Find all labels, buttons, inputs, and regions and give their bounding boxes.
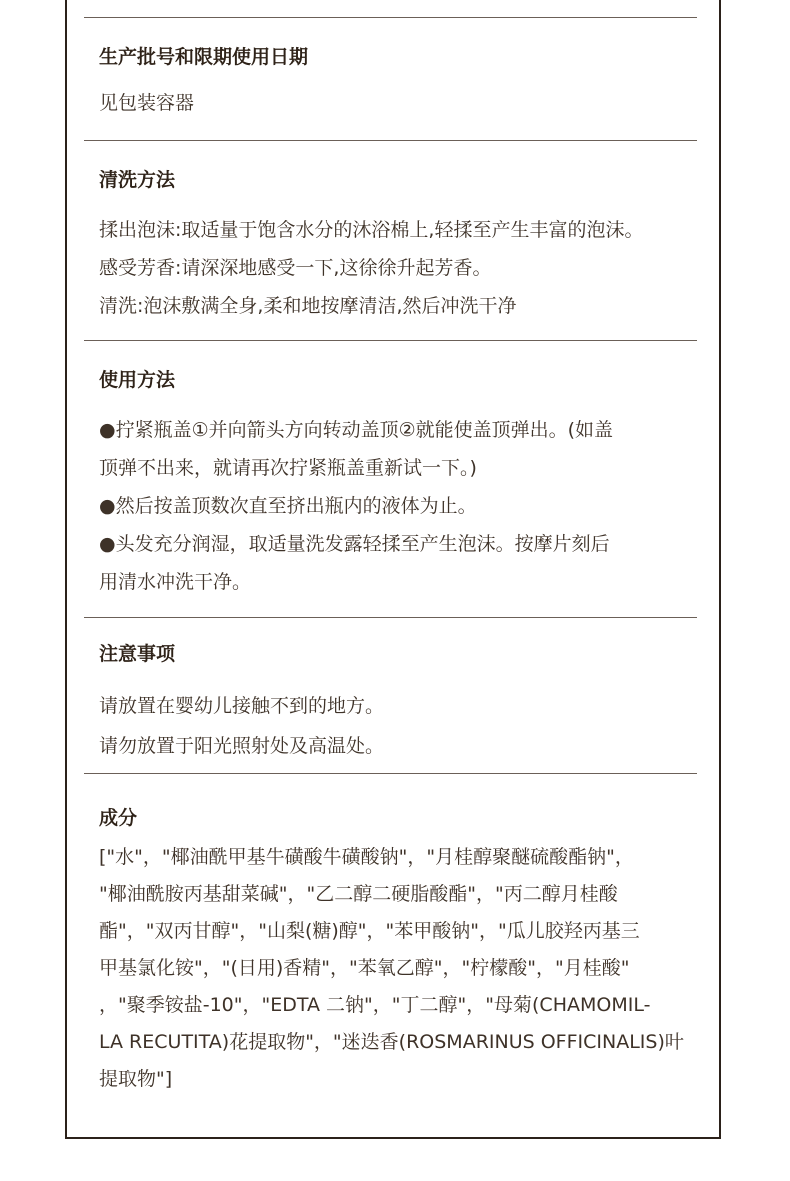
ingredients-line: ["水"，"椰油酰甲基牛磺酸牛磺酸钠"，"月桂醇聚醚硫酸酯钠"， [99,846,634,868]
usage-heading: 使用方法 [99,369,176,391]
cleaning-heading: 清洗方法 [99,169,176,191]
ingredients-line: LA RECUTITA)花提取物"，"迷迭香(ROSMARINUS OFFICINALIS)叶 [99,1031,684,1053]
section-cleaning [99,168,719,325]
divider [84,340,697,341]
cautions-line: 请放置在婴幼儿接触不到的地方。 [99,695,385,717]
divider [84,773,697,774]
section-batch [99,45,719,117]
cleaning-line: 揉出泡沫:取适量于饱含水分的沐浴棉上,轻揉至产生丰富的泡沫。 [99,219,644,241]
cleaning-line: 清洗:泡沫敷满全身,柔和地按摩清洁,然后冲洗干净 [99,295,517,317]
cautions-line: 请勿放置于阳光照射处及高温处。 [99,735,385,757]
cleaning-lines [99,211,719,325]
usage-lines [99,411,719,601]
section-usage [99,368,719,601]
usage-line: 顶弹不出来，就请再次拧紧瓶盖重新试一下。) [99,457,477,479]
ingredients-line: 提取物"] [99,1068,173,1090]
divider [84,140,697,141]
divider [84,17,697,18]
usage-line: 用清水冲洗干净。 [99,571,252,593]
ingredients-line: "椰油酰胺丙基甜菜碱"，"乙二醇二硬脂酸酯"，"丙二醇月桂酸 [99,883,618,905]
batch-heading: 生产批号和限期使用日期 [99,46,309,68]
cleaning-line: 感受芳香:请深深地感受一下,这徐徐升起芳香。 [99,257,492,279]
usage-line: ●然后按盖顶数次直至挤出瓶内的液体为止。 [99,495,477,517]
ingredients-heading: 成分 [99,807,138,829]
ingredients-text [99,839,709,1098]
ingredients-line: 酯"，"双丙甘醇"，"山梨(糖)醇"，"苯甲酸钠"，"瓜儿胶羟丙基三 [99,920,640,942]
usage-line: ●头发充分润湿，取适量洗发露轻揉至产生泡沫。按摩片刻后 [99,533,610,555]
cautions-lines [99,686,719,766]
cautions-heading: 注意事项 [99,643,176,665]
section-ingredients [99,806,719,830]
section-cautions [99,642,719,766]
divider [84,617,697,618]
ingredients-line: 甲基氯化铵"，"(日用)香精"，"苯氧乙醇"，"柠檬酸"，"月桂酸" [99,957,630,979]
ingredients-line: ，"聚季铵盐-10"，"EDTA 二钠"，"丁二醇"，"母菊(CHAMOMIL- [99,994,651,1016]
batch-text: 见包装容器 [99,92,195,114]
usage-line: ●拧紧瓶盖①并向箭头方向转动盖顶②就能使盖顶弹出。(如盖 [99,419,614,441]
